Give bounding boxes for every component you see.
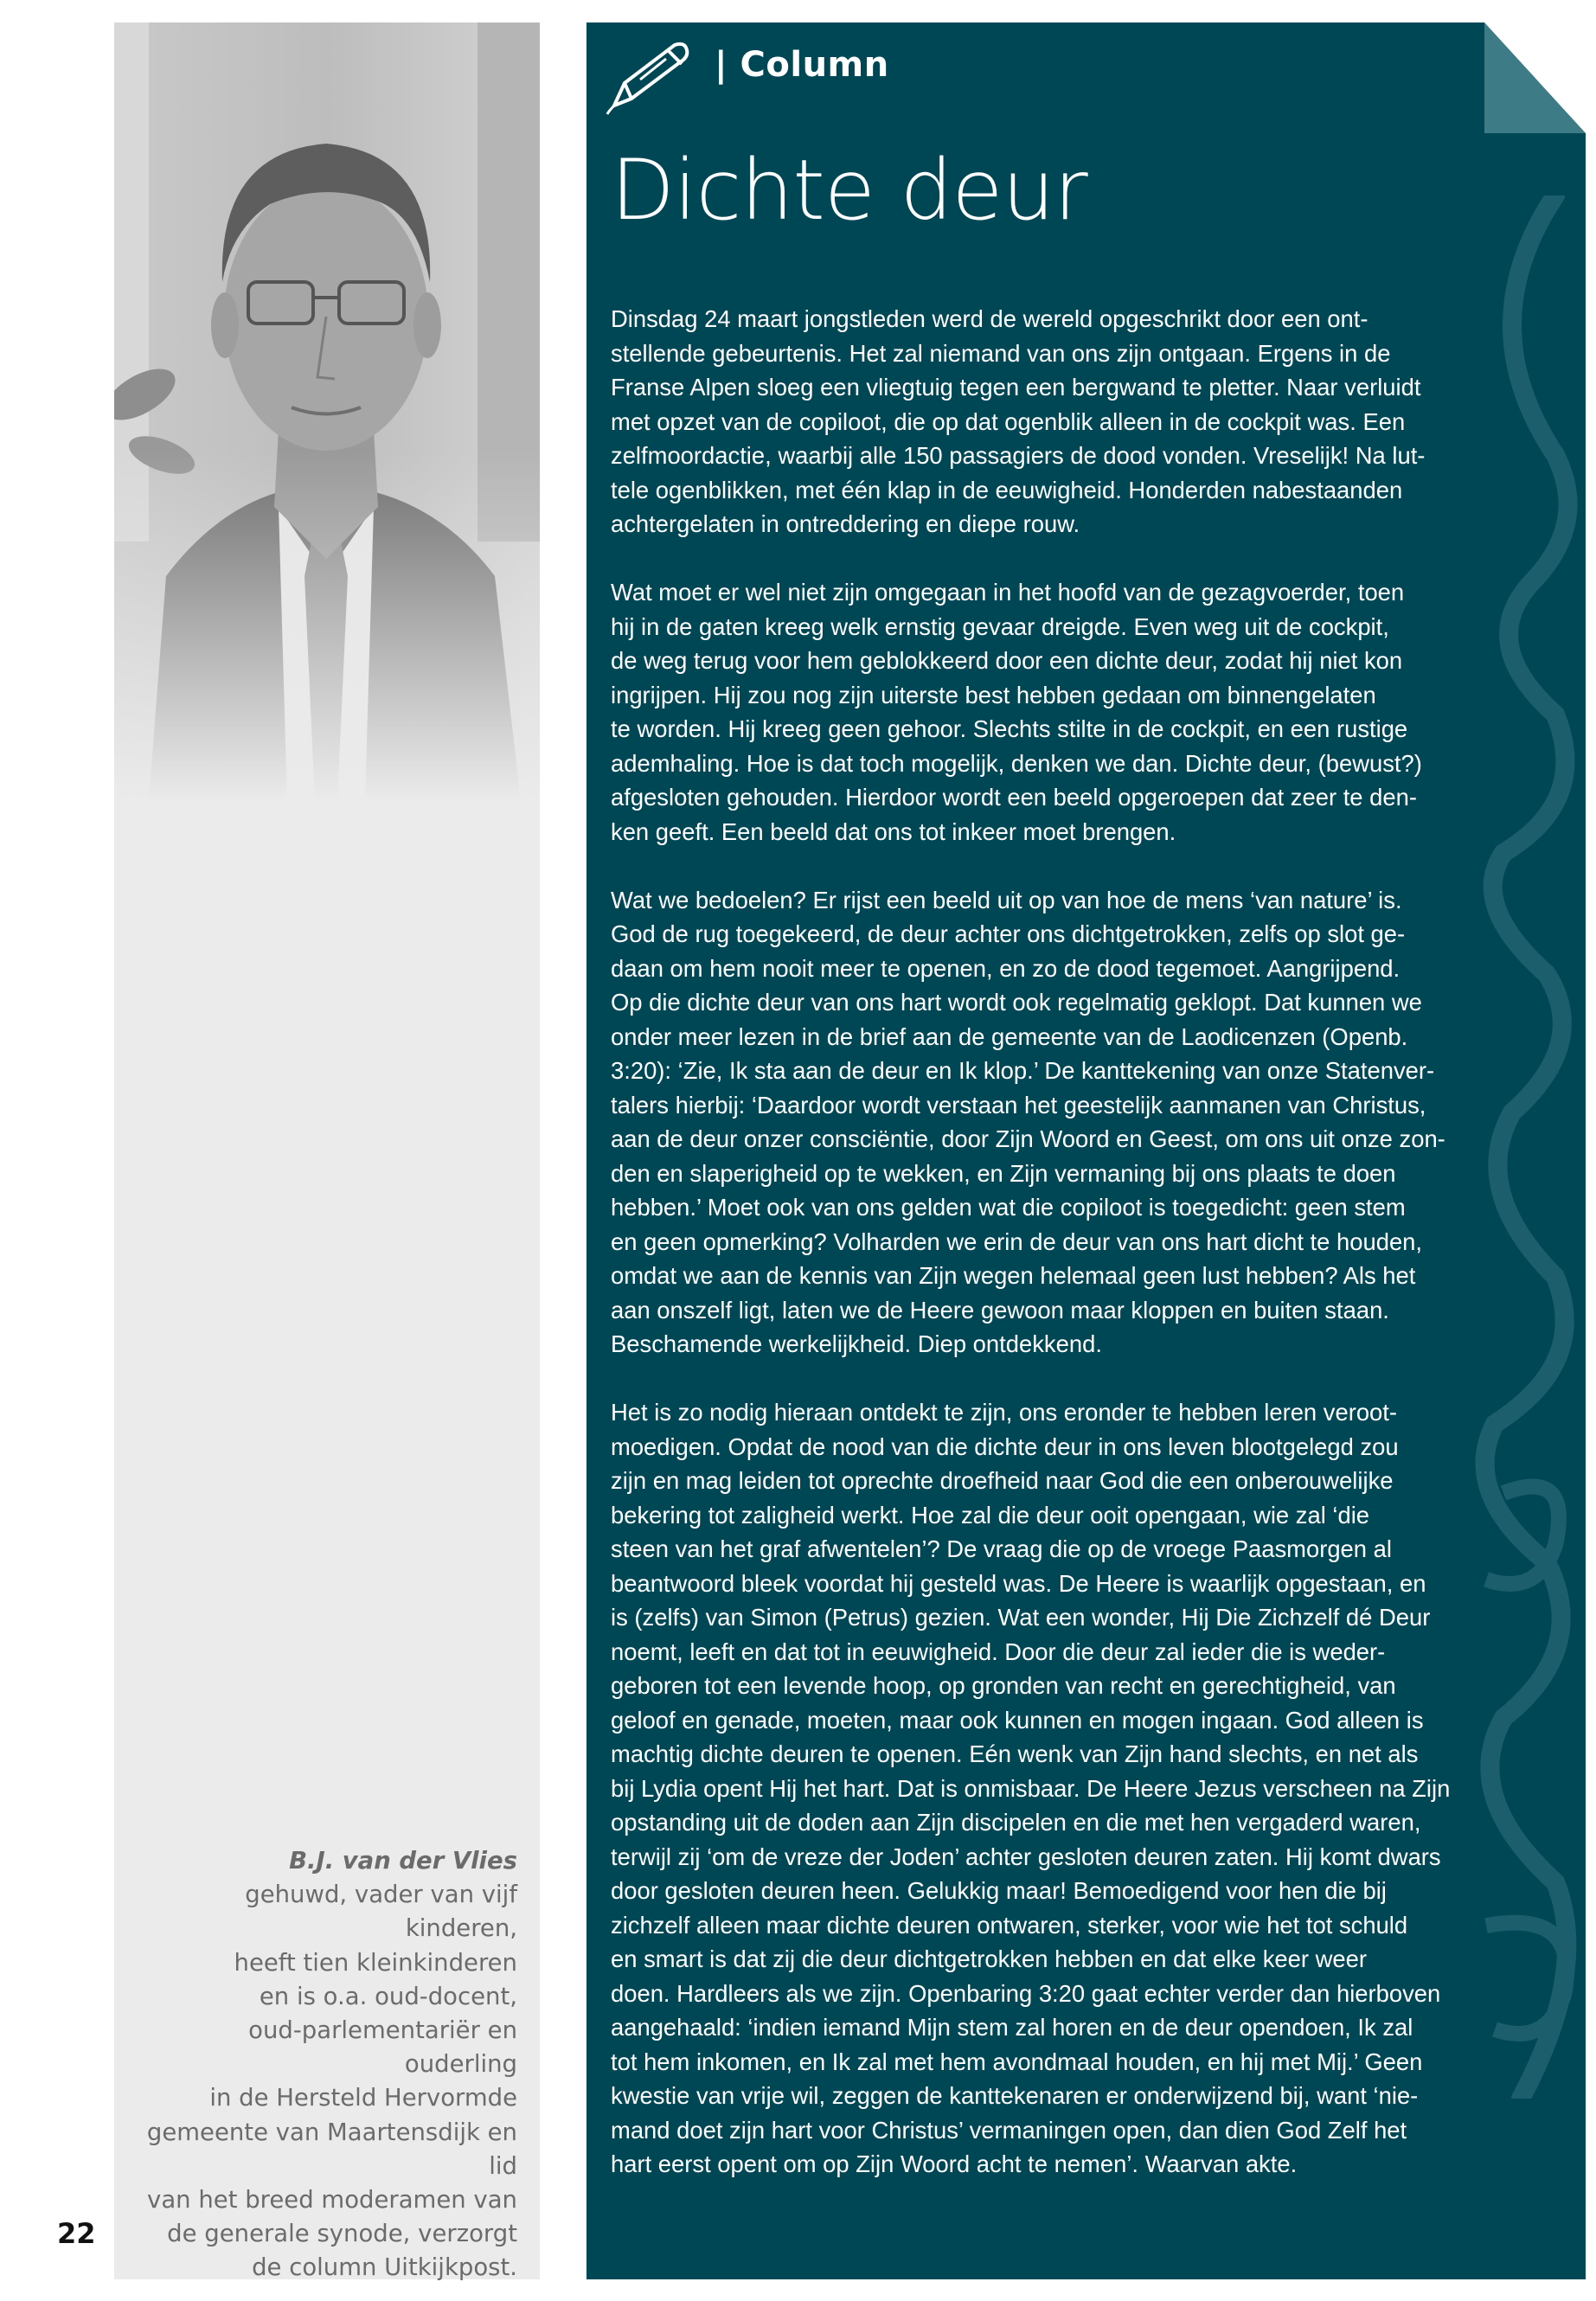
body-line: bekering tot zaligheid werkt. Hoe zal die deur ooit opengaan, wie zal ‘die: [611, 1501, 1370, 1529]
body-line: Beschamende werkelijkheid. Diep ontdekkend.: [611, 1330, 1102, 1357]
bio-line: de generale synode, verzorgt: [167, 2220, 517, 2248]
body-line: hart eerst opent om op Zijn Woord acht te nemen’. Waarvan akte.: [611, 2150, 1298, 2177]
bio-line: gehuwd, vader van vijf kinderen,: [245, 1881, 517, 1943]
column-panel: [586, 22, 1586, 2279]
page-fold-corner: [1484, 22, 1586, 133]
body-line: daan om hem nooit meer te openen, en zo de dood tegemoet. Aangrijpend.: [611, 954, 1401, 982]
body-line: tot hem inkomen, en Ik zal met hem avondmaal houden, en hij met Mij.’ Geen: [611, 2048, 1423, 2075]
paragraph-gap: [611, 849, 1476, 883]
body-line: Franse Alpen sloeg een vliegtuig tegen een bergwand te pletter. Naar verluidt: [611, 374, 1421, 401]
body-line: Wat moet er wel niet zijn omgegaan in het hoofd van de gezagvoerder, toen: [611, 579, 1405, 606]
body-line: achtergelaten in ontreddering en diepe rouw.: [611, 510, 1080, 537]
bio-line: heeft tien kleinkinderen: [234, 1948, 517, 1977]
author-bio: [137, 1844, 517, 2285]
bio-line: de column Uitkijkpost.: [252, 2253, 517, 2282]
author-sidebar: [114, 22, 540, 2282]
body-line: Wat we bedoelen? Er rijst een beeld uit op van hoe de mens ‘van nature’ is.: [611, 886, 1402, 913]
body-line: ingrijpen. Hij zou nog zijn uiterste best hebben gedaan om binnengelaten: [611, 681, 1376, 708]
article-body: [611, 302, 1476, 2182]
body-line: mand doet zijn hart voor Christus’ vermaningen open, dan dien God Zelf het: [611, 2116, 1407, 2144]
paragraph-gap: [611, 1362, 1476, 1396]
body-line: doen. Hardleers als we zijn. Openbaring 3:20 gaat echter verder dan hierboven: [611, 1979, 1441, 2007]
bio-line: en is o.a. oud-docent,: [259, 1982, 517, 2010]
body-line: tele ogenblikken, met één klap in de eeuwigheid. Honderden nabestaanden: [611, 476, 1403, 503]
pen-icon: [606, 38, 692, 116]
bio-line: in de Hersteld Hervormde: [209, 2084, 517, 2112]
body-line: onder meer lezen in de brief aan de gemeente van de Laodicenzen (Openb.: [611, 1022, 1408, 1050]
author-photo: [114, 22, 540, 801]
page-number: 22: [57, 2217, 96, 2250]
body-line: te worden. Hij kreeg geen gehoor. Slechts stilte in de cockpit, en een rustige: [611, 715, 1408, 742]
body-line: zelfmoordactie, waarbij alle 150 passagiers de dood vonden. Vreselijk! Na lut-: [611, 442, 1426, 469]
body-line: de weg terug voor hem geblokkeerd door een dichte deur, zodat hij niet kon: [611, 647, 1403, 674]
body-line: noemt, leeft en dat tot in eeuwigheid. Door die deur zal ieder die is weder-: [611, 1638, 1386, 1665]
body-line: Op die dichte deur van ons hart wordt ook regelmatig geklopt. Dat kunnen we: [611, 989, 1422, 1016]
body-line: aan de deur onzer consciëntie, door Zijn Woord en Geest, om ons uit onze zon-: [611, 1125, 1445, 1152]
body-line: beantwoord bleek voordat hij gesteld was. De Heere is waarlijk opgestaan, en: [611, 1569, 1426, 1597]
body-line: den en slaperigheid op te wekken, en Zijn vermaning bij ons plaats te doen: [611, 1159, 1396, 1187]
body-line: aan onszelf ligt, laten we de Heere gewoon maar kloppen en buiten staan.: [611, 1296, 1389, 1324]
section-label: | Column: [715, 45, 889, 85]
body-line: kwestie van vrije wil, zeggen de kanttekenaren er onderwijzend bij, want ‘nie-: [611, 2082, 1419, 2109]
body-line: hij in de gaten kreeg welk ernstig gevaar dreigde. Even weg uit de cockpit,: [611, 612, 1389, 640]
body-line: geboren tot een levende hoop, op gronden van recht en gerechtigheid, van: [611, 1672, 1396, 1699]
body-line: geloof en genade, moeten, maar ook kunnen en mogen ingaan. God alleen is: [611, 1706, 1424, 1734]
body-line: God de rug toegekeerd, de deur achter ons dichtgetrokken, zelfs op slot ge-: [611, 920, 1406, 947]
body-line: hebben.’ Moet ook van ons gelden wat die copiloot is toegedicht: geen stem: [611, 1194, 1406, 1221]
body-line: zichzelf alleen maar dichte deuren ontwaren, sterker, voor wie het tot schuld: [611, 1911, 1408, 1939]
body-line: stellende gebeurtenis. Het zal niemand van ons zijn ontgaan. Ergens in de: [611, 339, 1391, 367]
bio-line: van het breed moderamen van: [147, 2186, 517, 2214]
body-line: omdat we aan de kennis van Zijn wegen helemaal geen lust hebben? Als het: [611, 1262, 1416, 1289]
body-line: talers hierbij: ‘Daardoor wordt verstaan het geestelijk aanmanen van Christus,: [611, 1091, 1426, 1118]
body-line: zijn en mag leiden tot oprechte droefheid naar God die een onberouwelijke: [611, 1467, 1394, 1494]
body-line: terwijl zij ‘om de vreze der Joden’ achter gesloten deuren zaten. Hij komt dwars: [611, 1843, 1441, 1870]
paragraph-gap: [611, 542, 1476, 576]
bio-line: oud-parlementariër en ouderling: [248, 2016, 517, 2079]
body-line: en smart is dat zij die deur dichtgetrokken hebben en dat elke keer weer: [611, 1945, 1367, 1972]
body-line: Het is zo nodig hieraan ontdekt te zijn, ons eronder te hebben leren veroot-: [611, 1399, 1398, 1426]
body-line: afgesloten gehouden. Hierdoor wordt een beeld opgeroepen dat zeer te den-: [611, 784, 1417, 811]
body-line: door gesloten deuren heen. Gelukkig maar! Bemoedigend voor hen die bij: [611, 1877, 1387, 1904]
body-line: aangehaald: ‘indien iemand Mijn stem zal horen en de deur opendoen, Ik zal: [611, 2014, 1413, 2041]
body-line: moedigen. Opdat de nood van die dichte deur in ons leven blootgelegd zou: [611, 1433, 1399, 1460]
body-line: 3:20): ‘Zie, Ik sta aan de deur en Ik klop.’ De kanttekening van onze Statenver-: [611, 1057, 1435, 1084]
body-line: machtig dichte deuren te openen. Eén wenk van Zijn hand slechts, en net als: [611, 1740, 1419, 1767]
body-line: ademhaling. Hoe is dat toch mogelijk, denken we dan. Dichte deur, (bewust?): [611, 749, 1422, 777]
author-name: B.J. van der Vlies: [289, 1847, 517, 1875]
body-line: met opzet van de copiloot, die op dat ogenblik alleen in de cockpit was. Een: [611, 407, 1406, 435]
body-line: Dinsdag 24 maart jongstleden werd de wereld opgeschrikt door een ont-: [611, 305, 1368, 332]
body-line: en geen opmerking? Volharden we erin de deur van ons hart dicht te houden,: [611, 1227, 1423, 1255]
body-line: is (zelfs) van Simon (Petrus) gezien. Wat een wonder, Hij Die Zichzelf dé Deur: [611, 1604, 1431, 1631]
body-line: steen van het graf afwentelen’? De vraag die op de vroege Paasmorgen al: [611, 1535, 1392, 1562]
article-title: Dichte deur: [611, 142, 1087, 239]
bio-line: gemeente van Maartensdijk en lid: [146, 2118, 517, 2180]
body-line: ken geeft. Een beeld dat ons tot inkeer moet brengen.: [611, 817, 1176, 845]
body-line: bij Lydia opent Hij het hart. Dat is onmisbaar. De Heere Jezus verscheen na Zijn: [611, 1774, 1451, 1802]
body-line: opstanding uit de doden aan Zijn discipelen en die met hen vergaderd waren,: [611, 1809, 1421, 1836]
